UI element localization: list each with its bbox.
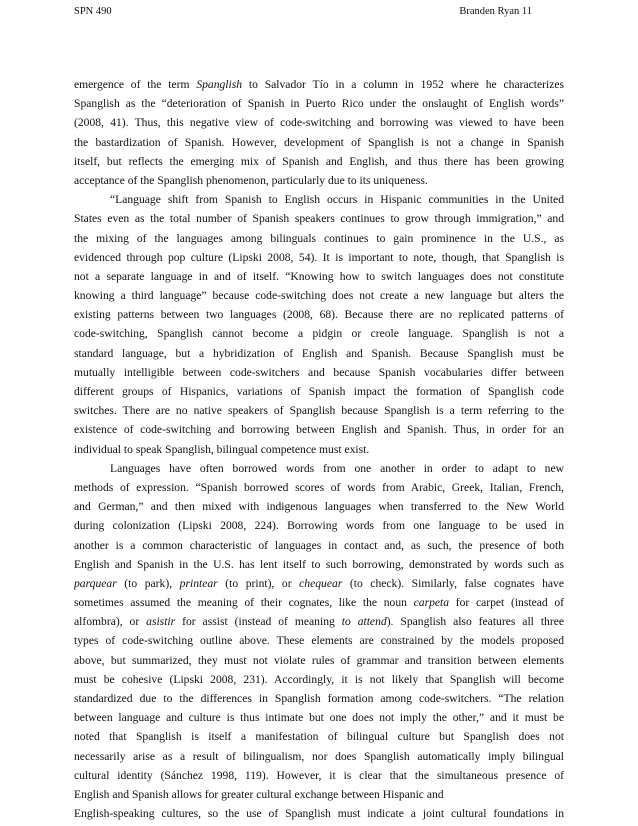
text-segment: existence of code-switching and borrowing between English and Spanish. Thus, in order for an <box>74 423 564 437</box>
text-segment: standardized due to the differences in Spanglish formation among code-switchers. “The relation <box>74 692 564 705</box>
text-line <box>74 344 564 363</box>
text-segment: methods of expression. “Spanish borrowed scores of words from Arabic, Greek, Italian, French, <box>74 480 564 494</box>
text-segment: English and Spanish in the U.S. has lent itself to such borrowing, demonstrated by words such as <box>74 557 564 571</box>
text-line <box>74 305 564 324</box>
italic-term: carpeta <box>413 596 450 610</box>
text-line <box>74 536 564 555</box>
italic-term: to attend <box>341 615 387 629</box>
text-line <box>74 478 564 497</box>
italic-term: asistir <box>146 615 176 629</box>
text-line <box>74 727 564 746</box>
text-segment: English and Spanish allows for greater cultural exchange between Hispanic and <box>74 787 444 801</box>
text-segment: noted that Spanglish is itself a manifestation of bilingual culture but Spanglish does not <box>74 730 564 744</box>
text-line <box>74 516 564 535</box>
text-line <box>74 286 564 305</box>
italic-term: chequear <box>299 576 343 590</box>
text-segment: knowing a third language” because code-switching does not create a new language but alters the <box>74 289 564 303</box>
text-line <box>74 670 564 689</box>
text-line <box>74 440 564 459</box>
text-segment: for carpet (instead of <box>449 596 564 610</box>
text-segment: another is a common characteristic of languages in contact and, as such, the presence of both <box>74 538 564 552</box>
text-line <box>74 190 564 209</box>
text-line <box>74 631 564 650</box>
italic-term: Spanglish <box>196 78 243 91</box>
text-line <box>74 593 564 612</box>
text-line <box>74 708 564 727</box>
text-line <box>74 612 564 631</box>
text-segment: necessarily arise as a result of bilingualism, nor does Spanglish automatically imply bilingual <box>74 749 564 763</box>
text-segment: “Language shift from Spanish to English occurs in Hispanic communities in the United <box>110 193 564 207</box>
text-segment: for assist (instead of meaning <box>175 615 342 629</box>
text-line <box>74 363 564 382</box>
text-segment: sometimes assumed the meaning of their cognates, like the noun <box>74 596 414 610</box>
text-line <box>74 497 564 516</box>
header-author-page: Branden Ryan 11 <box>459 6 532 17</box>
text-segment: (to park), <box>116 576 180 590</box>
text-line <box>74 459 564 478</box>
text-line <box>74 555 564 574</box>
italic-term: parquear <box>74 576 117 590</box>
text-segment: must be cohesive (Lipski 2008, 231). Accordingly, it is not likely that Spanglish will become <box>74 672 564 686</box>
text-segment: between language and culture is thus intimate but one does not imply the other,” and it must be <box>74 711 564 725</box>
text-line <box>74 133 564 152</box>
text-line <box>74 420 564 439</box>
text-line <box>74 171 564 190</box>
text-segment: evidenced through pop culture (Lipski 2008, 54). It is important to note, though, that Spanglish is <box>74 250 564 264</box>
text-line <box>74 324 564 343</box>
header-course: SPN 490 <box>74 6 112 17</box>
text-line <box>74 766 564 785</box>
text-segment: existing patterns between two languages (2008, 68). Because there are no replicated patterns of <box>74 308 564 322</box>
text-segment: acceptance of the Spanglish phenomenon, particularly due to its uniqueness. <box>74 173 428 187</box>
text-segment: code-switching, Spanglish cannot become a pidgin or creole language. Spanglish is not a <box>74 327 564 341</box>
text-segment: mutually intelligible between code-switchers and because Spanish vocabularies differ between <box>74 365 564 379</box>
text-segment: States even as the total number of Spanish speakers continues to grow through immigration,” and <box>74 212 564 226</box>
text-segment: (to check). Similarly, false cognates have <box>342 576 564 590</box>
page-header <box>74 6 532 18</box>
text-line <box>74 94 564 113</box>
text-segment: not a separate language in and of itself. “Knowing how to switch languages does not constitute <box>74 269 564 283</box>
text-segment: the mixing of the languages among bilinguals continues to gain prominence in the U.S., as <box>74 231 564 245</box>
text-segment: ). Spanglish also features all three <box>386 615 564 629</box>
text-line <box>74 401 564 420</box>
text-line <box>74 267 564 286</box>
text-segment: (2008, 41). Thus, this negative view of code-switching and borrowing was viewed to have been <box>74 116 564 130</box>
text-line <box>74 382 564 401</box>
text-segment: itself, but reflects the emerging mix of Spanish and English, and thus there has been growing <box>74 154 564 168</box>
text-segment: switches. There are no native speakers of Spanglish because Spanglish is a term referring to the <box>74 404 564 418</box>
text-line <box>74 689 564 708</box>
text-segment: standard language, but a hybridization of English and Spanish. Because Spanglish must be <box>74 346 564 360</box>
text-segment: (to print), or <box>217 576 300 590</box>
text-segment: Spanglish as the “deterioration of Spanish in Puerto Rico under the onslaught of English words” <box>74 97 564 111</box>
text-segment: emergence of the term <box>74 78 197 91</box>
text-segment: English-speaking cultures, so the use of Spanglish must indicate a joint cultural foundations in <box>74 807 564 821</box>
text-segment: types of code-switching outline above. These elements are constrained by the models proposed <box>74 634 564 648</box>
text-segment: different groups of Hispanics, variations of Spanish impact the formation of Spanglish code <box>74 385 564 398</box>
text-segment: Languages have often borrowed words from one another in order to adapt to new <box>110 461 564 475</box>
text-line <box>74 113 564 132</box>
text-line <box>74 747 564 766</box>
italic-term: printear <box>179 576 218 590</box>
text-segment: during colonization (Lipski 2008, 224). Borrowing words from one language to be used in <box>74 519 564 533</box>
text-segment: alfombra), or <box>74 615 147 629</box>
text-line <box>74 75 564 94</box>
text-line <box>74 248 564 267</box>
text-segment: and German,” and then mixed with indigenous languages when transferred to the New World <box>74 500 564 514</box>
text-line <box>74 804 564 823</box>
text-line <box>74 229 564 248</box>
text-line <box>74 574 564 593</box>
text-line <box>74 209 564 228</box>
text-line <box>74 651 564 670</box>
text-segment: above, but summarized, they must not violate rules of grammar and transition between elements <box>74 653 564 667</box>
body-text <box>74 75 564 823</box>
text-segment: the bastardization of Spanish. However, development of Spanglish is not a change in Spanish <box>74 135 564 149</box>
text-line <box>74 785 564 804</box>
text-segment: to Salvador Tío in a column in 1952 where he characterizes <box>242 78 564 91</box>
text-segment: individual to speak Spanglish, bilingual competence must exist. <box>74 442 370 456</box>
text-line <box>74 152 564 171</box>
text-segment: cultural identity (Sánchez 1998, 119). However, it is clear that the simultaneous presence of <box>74 768 564 782</box>
